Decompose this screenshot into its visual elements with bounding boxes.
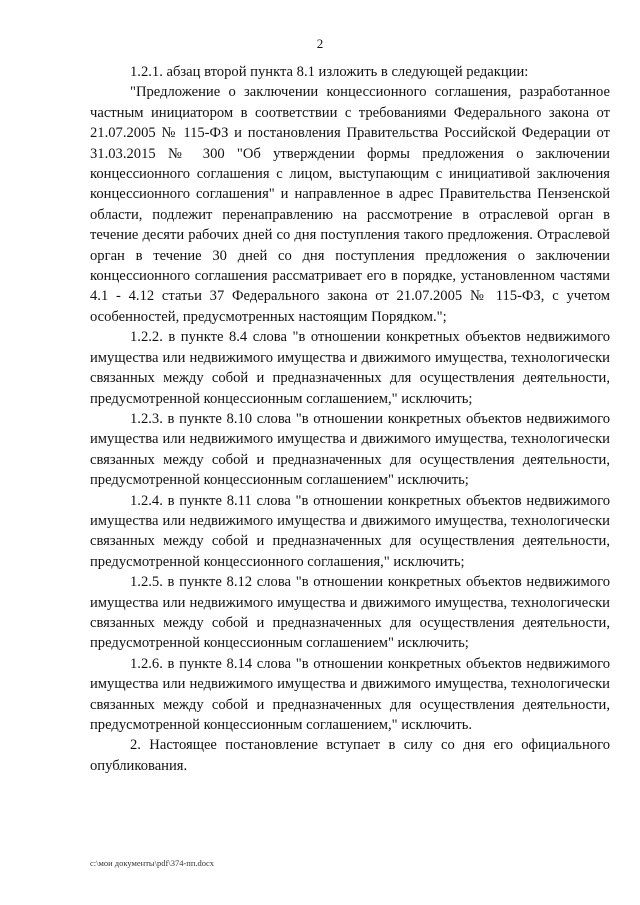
footer-file-path: c:\мои документы\pdf\374-пп.docx [90, 858, 215, 868]
paragraph-1-2-2: 1.2.2. в пункте 8.4 слова "в отношении конкретных объектов недвижимого имущества или недвижимого имущества и движимого имущества, технологически связанных между собой и предназначенных для осуществления деятельности, предусмотренной концессионным соглашением," исключить; [90, 329, 610, 407]
paragraph-quote-8-1: "Предложение о заключении концессионного соглашения, разработанное частным инициатором в соответствии с требованиями Федерального закона от 21.07.2005 № 115-ФЗ и постановления Правительства Российской Федерации от 31.03.2015 № 300 "Об утверждении формы предложения о заключении концессионного соглашения с лицом, выступающим с инициативой заключения концессионного соглашения" и направленное в адрес Правительства Пензенской области, подлежит перенаправлению на рассмотрение в отраслевой орган в течение десяти рабочих дней со дня поступления такого предложения. Отраслевой орган в течение 30 дней со дня поступления предложения о заключении концессионного соглашения рассматривает его в порядке, установленном частями 4.1 - 4.12 статьи 37 Федерального закона от 21.07.2005 № 115-ФЗ, с учетом особенностей, предусмотренных настоящим Порядком."; [90, 84, 610, 325]
paragraph-1-2-4: 1.2.4. в пункте 8.11 слова "в отношении конкретных объектов недвижимого имущества или недвижимого имущества и движимого имущества, технологически связанных между собой и предназначенных для осуществления деятельности, предусмотренной концессионного соглашения," исключить; [90, 492, 610, 570]
paragraph-1-2-1: 1.2.1. абзац второй пункта 8.1 изложить в следующей редакции: [130, 64, 529, 80]
page-number: 2 [316, 36, 324, 51]
paragraph-1-2-5: 1.2.5. в пункте 8.12 слова "в отношении конкретных объектов недвижимого имущества или недвижимого имущества и движимого имущества, технологически связанных между собой и предназначенных для осуществления деятельности, предусмотренной концессионным соглашением" исключить; [90, 574, 610, 652]
document-body [90, 62, 610, 776]
paragraph-1-2-6: 1.2.6. в пункте 8.14 слова "в отношении конкретных объектов недвижимого имущества или недвижимого имущества и движимого имущества, технологически связанных между собой и предназначенных для осуществления деятельности, предусмотренной концессионным соглашением," исключить. [90, 655, 610, 733]
paragraph-2: 2. Настоящее постановление вступает в силу со дня его официального опубликования. [90, 737, 610, 774]
paragraph-1-2-3: 1.2.3. в пункте 8.10 слова "в отношении конкретных объектов недвижимого имущества или недвижимого имущества и движимого имущества, технологически связанных между собой и предназначенных для осуществления деятельности, предусмотренной концессионным соглашением" исключить; [90, 410, 610, 489]
